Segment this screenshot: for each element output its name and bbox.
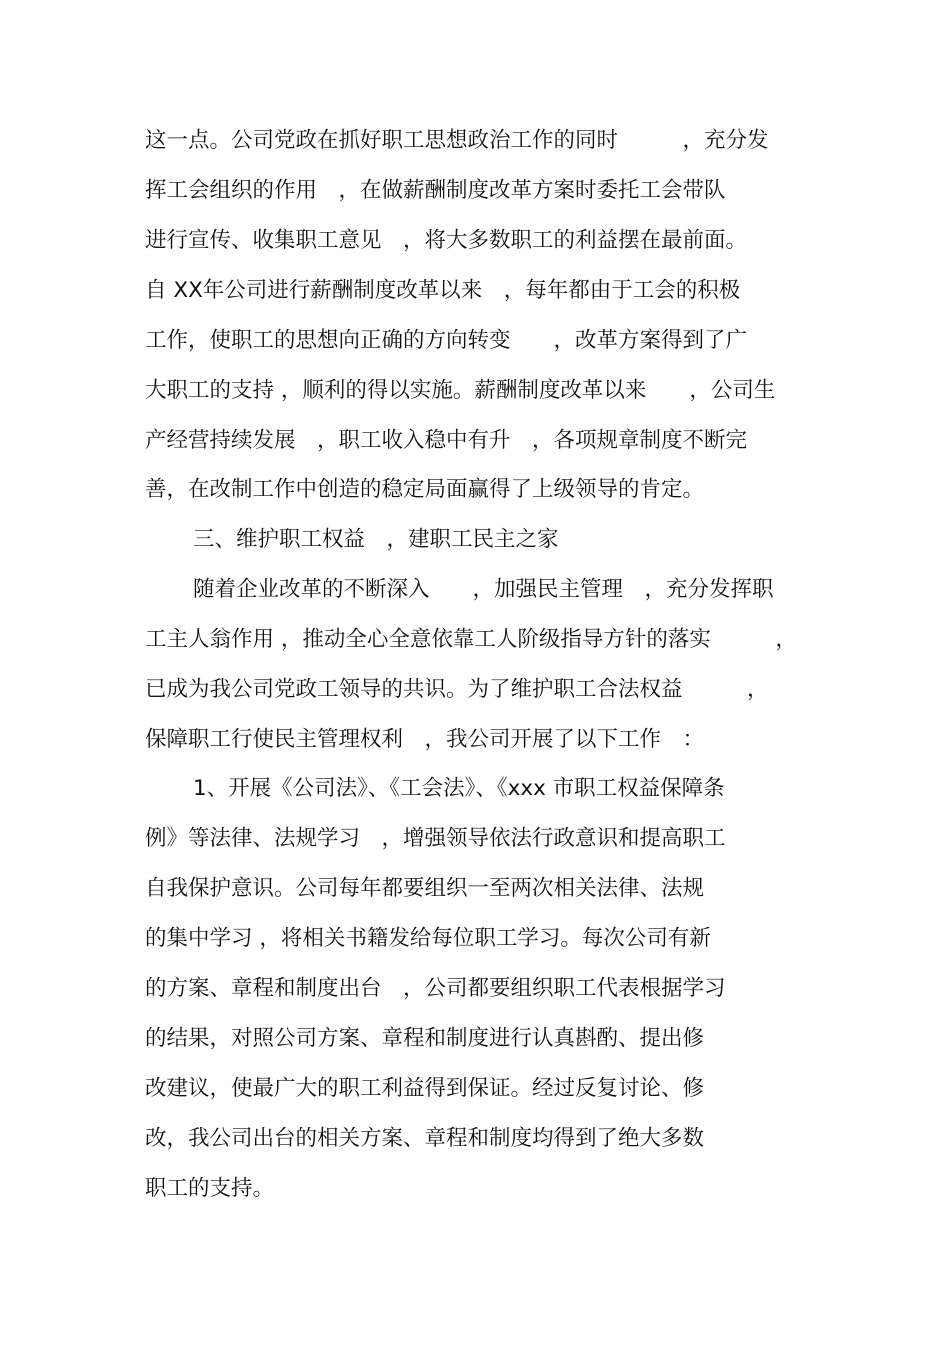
- text-line: 职工的支持。: [145, 1176, 275, 1201]
- paragraph-start-line: 随着企业改革的不断深入 ，加强民主管理 ，充分发挥职: [193, 577, 774, 602]
- text-line: 进行宣传、收集职工意见 ，将大多数职工的利益摆在最前面。: [145, 228, 748, 253]
- text-line: 产经营持续发展 ，职工收入稳中有升 ，各项规章制度不断完: [145, 428, 748, 453]
- text-line: 工主人翁作用 ，推动全心全意依靠工人阶级指导方针的落实 ，: [145, 627, 797, 652]
- text-line: 保障职工行使民主管理权利 ，我公司开展了以下工作 ：: [145, 727, 705, 752]
- text-line: 改，我公司出台的相关方案、章程和制度均得到了绝大多数: [145, 1126, 705, 1151]
- text-line: 的结果，对照公司方案、章程和制度进行认真斟酌、提出修: [145, 1026, 705, 1051]
- text-line: 的方案、章程和制度出台 ，公司都要组织职工代表根据学习: [145, 976, 726, 1001]
- text-line: 已成为我公司党政工领导的共识。为了维护职工合法权益 ，: [145, 677, 769, 702]
- text-line: 自 XX年公司进行薪酬制度改革以来 ，每年都由于工会的积极: [145, 278, 741, 303]
- text-line: 挥工会组织的作用 ，在做薪酬制度改革方案时委托工会带队: [145, 178, 726, 203]
- list-item-start-line: 1、开展《公司法》、《工会法》、《xxx 市职工权益保障条: [193, 776, 725, 801]
- text-line: 这一点。公司党政在抓好职工思想政治工作的同时 ，充分发: [145, 128, 769, 153]
- text-line: 善，在改制工作中创造的稳定局面赢得了上级领导的肯定。: [145, 477, 705, 502]
- section-heading: 三、维护职工权益 ，建职工民主之家: [193, 527, 559, 552]
- text-line: 自我保护意识。公司每年都要组织一至两次相关法律、法规: [145, 876, 705, 901]
- text-line: 的集中学习 ，将相关书籍发给每位职工学习。每次公司有新: [145, 926, 711, 951]
- text-line: 改建议，使最广大的职工利益得到保证。经过反复讨论、修: [145, 1076, 705, 1101]
- text-line: 例》等法律、法规学习 ，增强领导依法行政意识和提高职工: [145, 826, 726, 851]
- text-line: 工作，使职工的思想向正确的方向转变 ，改革方案得到了广: [145, 328, 748, 353]
- text-line: 大职工的支持 ，顺利的得以实施。薪酬制度改革以来 ，公司生: [145, 378, 776, 403]
